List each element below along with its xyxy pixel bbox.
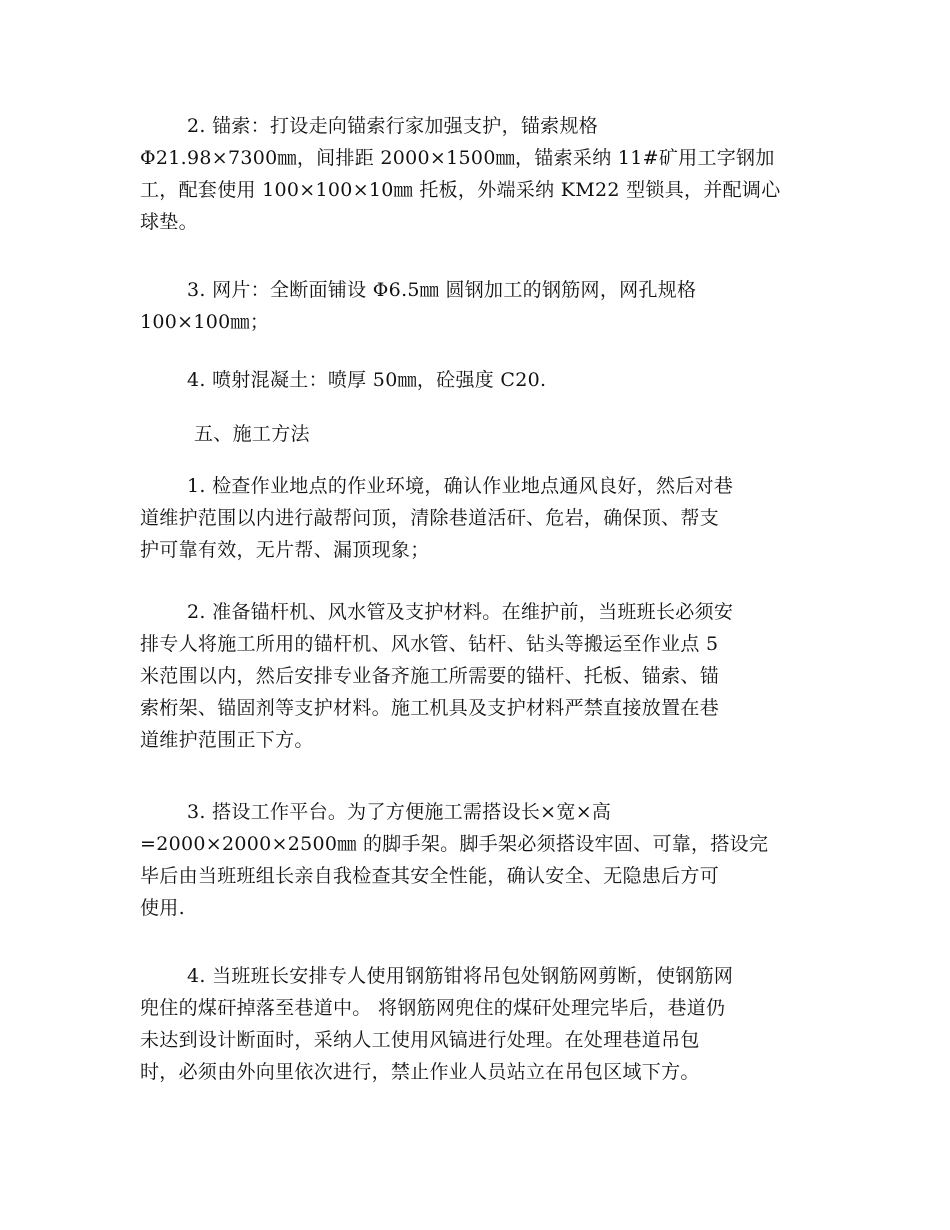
paragraph-step-4 [140,960,815,1088]
paragraph-mesh [140,274,815,338]
text-line: 护可靠有效，无片帮、漏顶现象； [140,539,430,561]
text-line: =2000×2000×2500㎜ 的脚手架。脚手架必须搭设牢固、可靠，搭设完 [140,833,769,855]
section-heading: 五、施工方法 [194,423,310,445]
paragraph-step-3 [140,796,815,924]
text-line: 时，必须由外向里依次进行，禁止作业人员站立在吊包区域下方。 [140,1061,700,1083]
text-line: 米范围以内，然后安排专业备齐施工所需要的锚杆、托板、锚索、锚 [140,665,720,687]
text-line: 4. 当班班长安排专人使用钢筋钳将吊包处钢筋网剪断，使钢筋网 [187,965,734,987]
text-line: 1. 检查作业地点的作业环境，确认作业地点通风良好，然后对巷 [187,475,734,497]
text-line: 2. 准备锚杆机、风水管及支护材料。在维护前，当班班长必须安 [187,601,734,623]
text-line: 4. 喷射混凝土：喷厚 50㎜，砼强度 C20. [187,369,547,391]
text-line: 索桁架、锚固剂等支护材料。施工机具及支护材料严禁直接放置在巷 [140,697,720,719]
paragraph-step-1 [140,470,815,566]
text-line: 100×100㎜； [140,311,270,333]
text-line: 排专人将施工所用的锚杆机、风水管、钻杆、钻头等搬运至作业点 5 [140,633,719,655]
text-line: 道维护范围正下方。 [140,729,314,751]
paragraph-anchor-cable [140,110,815,238]
paragraph-step-2 [140,596,815,756]
text-line: 未达到设计断面时，采纳人工使用风镐进行处理。在处理巷道吊包 [140,1029,700,1051]
text-line: Φ21.98×7300㎜，间排距 2000×1500㎜，锚索采纳 11#矿用工字钢加 [140,147,775,169]
paragraph-shotcrete [140,364,815,396]
text-line: 毕后由当班班组长亲自我检查其安全性能，确认安全、无隐患后方可 [140,865,720,887]
text-line: 3. 搭设工作平台。为了方便施工需搭设长×宽×高 [187,801,612,823]
text-line: 球垫。 [140,211,198,233]
text-line: 兜住的煤矸掉落至巷道中。 将钢筋网兜住的煤矸处理完毕后，巷道仍 [140,997,726,1019]
text-line: 使用. [140,897,185,919]
text-line: 2. 锚索：打设走向锚索行家加强支护，锚索规格 [187,115,599,137]
text-line: 工，配套使用 100×100×10㎜ 托板，外端采纳 KM22 型锁具，并配调心 [140,179,781,201]
text-line: 道维护范围以内进行敲帮问顶，清除巷道活矸、危岩，确保顶、帮支 [140,507,720,529]
text-line: 3. 网片：全断面铺设 Φ6.5㎜ 圆钢加工的钢筋网，网孔规格 [187,279,697,301]
